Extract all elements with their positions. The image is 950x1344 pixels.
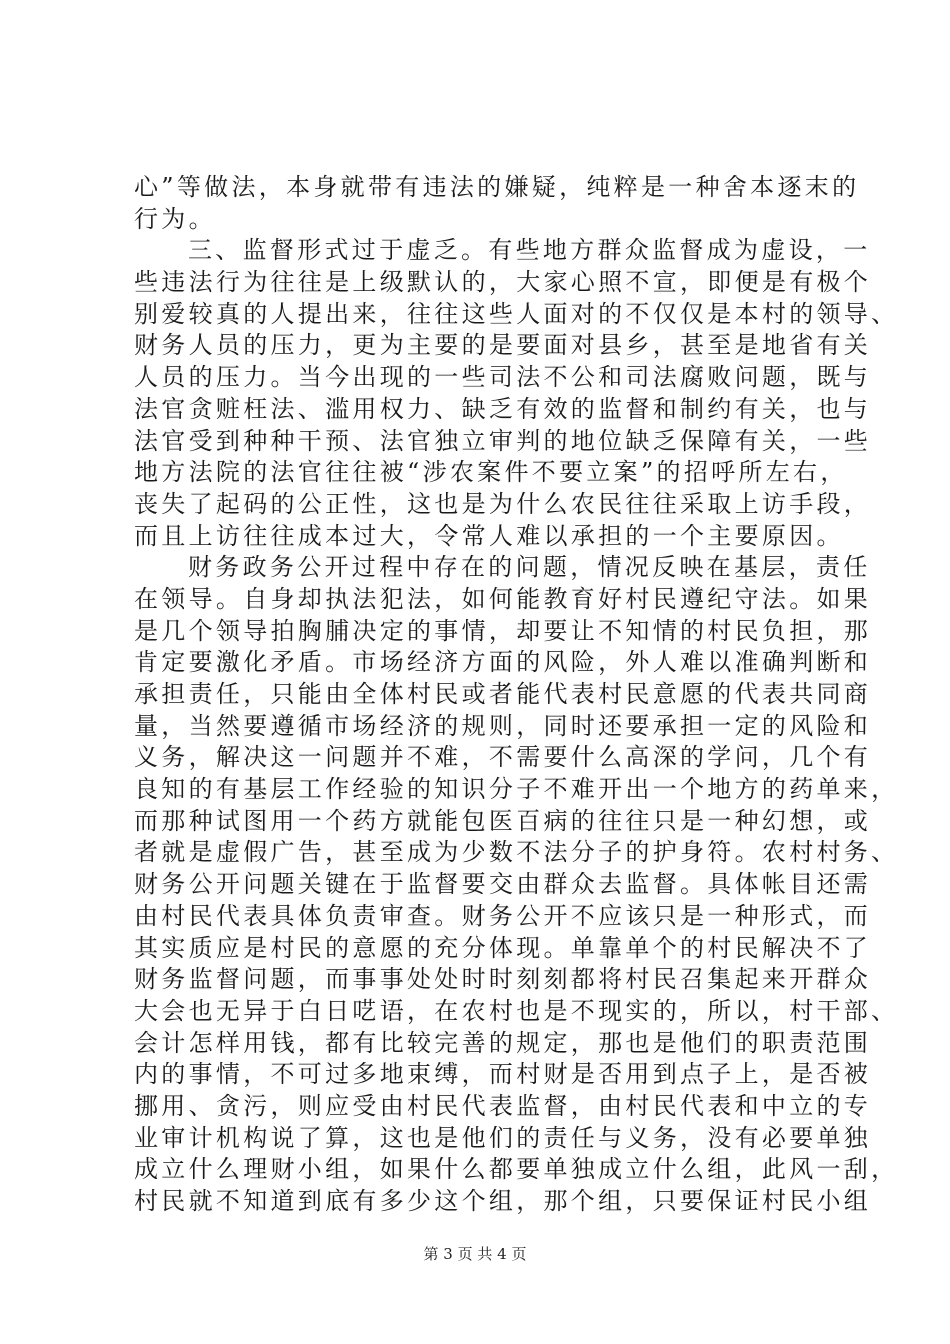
- text-line: 成立什么理财小组，如果什么都要单独成立什么组，此风一刮，: [134, 1155, 899, 1184]
- text-line: 承担责任，只能由全体村民或者能代表村民意愿的代表共同商: [134, 680, 872, 708]
- text-line: 丧失了起码的公正性，这也是为什么农民往往采取上访手段，: [134, 489, 872, 518]
- text-line: 地方法院的法官往往被“涉农案件不要立案”的招呼所左右，: [134, 458, 848, 487]
- text-line: 三、监督形式过于虚乏。有些地方群众监督成为虚设，一: [188, 236, 871, 265]
- text-line: 在领导。自身却执法犯法，如何能教育好村民遵纪守法。如果: [134, 584, 872, 613]
- text-line: 行为。: [134, 204, 216, 233]
- text-line: 财务政务公开过程中存在的问题，情况反映在基层，责任: [188, 553, 871, 582]
- text-line: 其实质应是村民的意愿的充分体现。单靠单个的村民解决不了: [134, 933, 872, 962]
- text-line: 大会也无异于白日呓语，在农村也是不现实的，所以，村干部、: [134, 996, 899, 1025]
- text-line: 法官受到种种干预、法官独立审判的地位缺乏保障有关，一些: [134, 426, 872, 455]
- text-line: 财务人员的压力，更为主要的是要面对县乡，甚至是地省有关: [134, 331, 872, 360]
- text-line: 是几个领导拍胸脯决定的事情，却要让不知情的村民负担，那: [134, 616, 872, 645]
- text-line: 些违法行为往往是上级默认的，大家心照不宣，即便是有极个: [134, 268, 872, 297]
- text-line: 村民就不知道到底有多少这个组，那个组，只要保证村民小组: [134, 1187, 872, 1215]
- text-line: 人员的压力。当今出现的一些司法不公和司法腐败问题，既与: [134, 363, 872, 392]
- text-line: 挪用、贪污，则应受由村民代表监督，由村民代表和中立的专: [134, 1091, 872, 1120]
- text-line: 而那种试图用一个药方就能包医百病的往往只是一种幻想，或: [134, 806, 872, 835]
- text-line: 会计怎样用钱，都有比较完善的规定，那也是他们的职责范围: [134, 1028, 872, 1057]
- text-line: 法官贪赃枉法、滥用权力、缺乏有效的监督和制约有关，也与: [134, 394, 872, 423]
- page-footer: 第 3 页 共 4 页: [423, 1245, 527, 1263]
- text-line: 心”等做法，本身就带有违法的嫌疑，纯粹是一种舍本逐末的: [134, 173, 860, 201]
- text-line: 而且上访往往成本过大，令常人难以承担的一个主要原因。: [134, 521, 844, 550]
- text-line: 业审计机构说了算，这也是他们的责任与义务，没有必要单独: [134, 1123, 872, 1152]
- text-line: 由村民代表具体负责审查。财务公开不应该只是一种形式，而: [134, 901, 872, 930]
- text-line: 量，当然要遵循市场经济的规则，同时还要承担一定的风险和: [134, 711, 872, 740]
- text-line: 别爱较真的人提出来，往往这些人面对的不仅仅是本村的领导、: [134, 299, 899, 328]
- text-line: 义务，解决这一问题并不难，不需要什么高深的学问，几个有: [134, 743, 872, 772]
- document-body: [134, 172, 899, 1218]
- text-line: 财务监督问题，而事事处处时时刻刻都将村民召集起来开群众: [134, 965, 872, 994]
- text-line: 良知的有基层工作经验的知识分子不难开出一个地方的药单来，: [134, 775, 899, 804]
- text-line: 财务公开问题关键在于监督要交由群众去监督。具体帐目还需: [134, 870, 872, 899]
- text-line: 肯定要激化矛盾。市场经济方面的风险，外人难以准确判断和: [134, 648, 872, 677]
- text-line: 内的事情，不可过多地束缚，而村财是否用到点子上，是否被: [134, 1060, 872, 1089]
- text-line: 者就是虚假广告，甚至成为少数不法分子的护身符。农村村务、: [134, 838, 899, 867]
